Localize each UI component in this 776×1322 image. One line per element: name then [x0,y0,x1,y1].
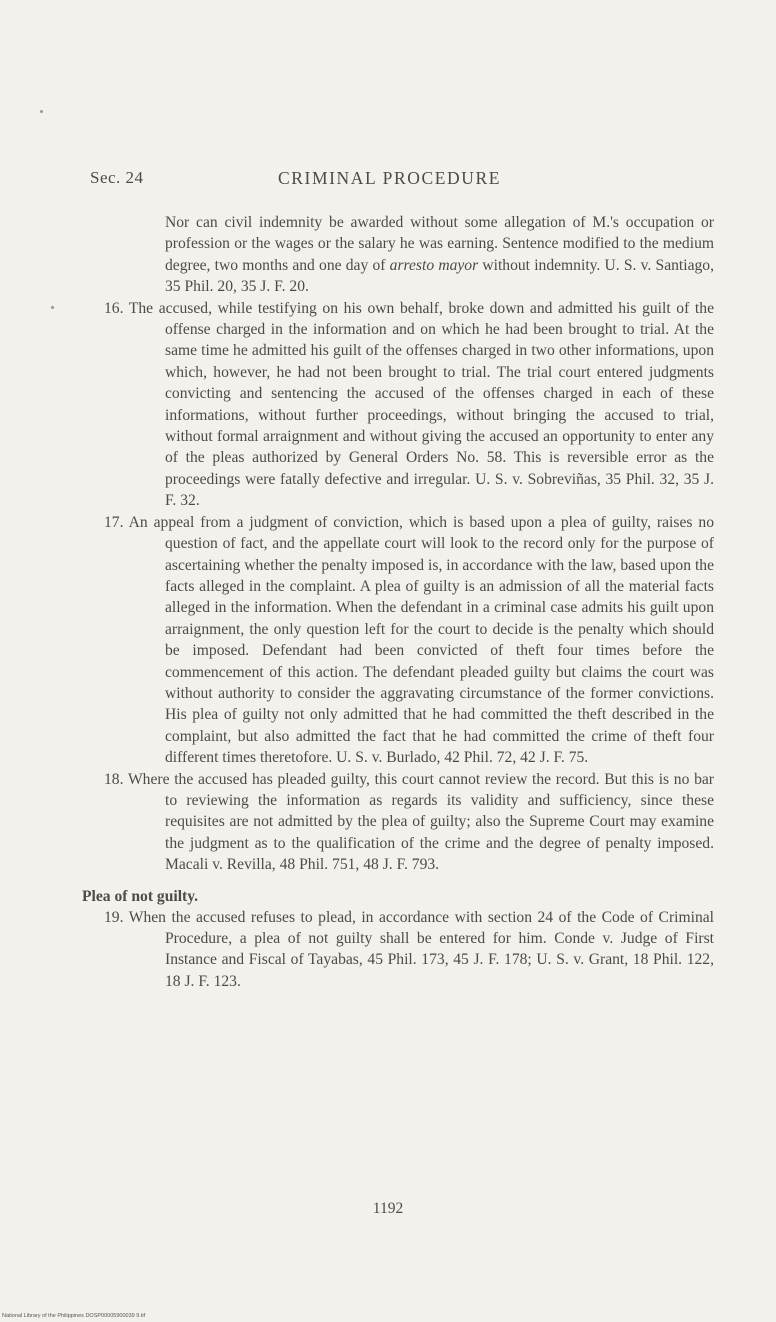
page-title: CRIMINAL PROCEDURE [278,168,502,188]
list-item [104,769,715,876]
item-number: 19. [104,908,124,926]
item-text: An appeal from a judgment of conviction, which is based upon a plea of guilty, raises no question of fact, and the appellate court will look to the record only for the purpose of ascertaining whether the penalty imposed is, in accordance with the law, based upon the facts alleged in the complaint. A plea of guilty is an admission of all the material facts alleged in the information. When the defendant in a criminal case admits his guilt upon arraignment, the only question left for the court to decide is the penalty which should be imposed. Defendant had been convicted of theft four times before the commencement of this action. The defendant pleaded guilty but claims the court was without authority to consider the aggravating circumstance of the former convictions. His plea of guilty not only admitted that he had committed the theft described in the complaint, but also admitted the fact that he had committed the crime of theft four different times theretofore. U. S. v. Burlado, 42 Phil. 72, 42 J. F. 75. [128,513,714,767]
italic-term: arresto mayor [389,256,479,274]
item-number: 17. [104,513,124,531]
body-text [82,212,715,992]
running-header [90,168,730,192]
continuation-paragraph: Nor can civil indemnity be awarded without some allegation of M.'s occupation or profession or the wages or the salary he was earning. Sentence modified to the medium degree, two months and one day of arresto mayor without indemnity. U. S. v. Santiago, 35 Phil. 20, 35 J. F. 20. [165,214,714,296]
item-number: 16. [104,299,124,317]
speck [51,306,54,309]
item-text: When the accused refuses to plead, in accordance with section 24 of the Code of Criminal Procedure, a plea of not guilty shall be entered for him. Conde v. Judge of First Instance and Fiscal of Tayabas, 45 Phil. 173, 45 J. F. 178; U. S. v. Grant, 18 Phil. 122, 18 J. F. 123. [128,908,714,990]
item-text: The accused, while testifying on his own behalf, broke down and admitted his guilt of the offense charged in the information and on which he had been brought to trial. At the same time he admitted his guilt of the offenses charged in two other informations, upon which, however, he had not been brought to trial. The trial court entered judgments convicting and sentencing the accused of the offenses charged in each of these informations, without further proceedings, without bringing the accused to trial, without formal arraignment and without giving the accused an opportunity to enter any of the pleas authorized by General Orders No. 58. This is reversible error as the proceedings were fatally defective and irregular. U. S. v. Sobreviñas, 35 Phil. 32, 35 J. F. 32. [128,299,714,510]
item-number: 18. [104,770,124,788]
item-text: Where the accused has pleaded guilty, this court cannot review the record. But this is no bar to reviewing the information as regards its validity and sufficiency, since these requisites are not admitted by the plea of guilty; also the Supreme Court may examine the judgment as to the qualification of the crime and the degree of penalty imposed. Macali v. Revilla, 48 Phil. 751, 48 J. F. 793. [127,770,715,874]
page-number: 1192 [372,1200,404,1217]
list-item [104,512,714,769]
section-label: Sec. 24 [90,168,144,187]
subheading: Plea of not guilty. [82,887,199,905]
scan-footer: National Library of the Philippines DOSP00005900039 9.tif [2,1313,146,1319]
list-item [104,907,714,993]
speck [40,110,43,113]
list-item [104,298,714,512]
